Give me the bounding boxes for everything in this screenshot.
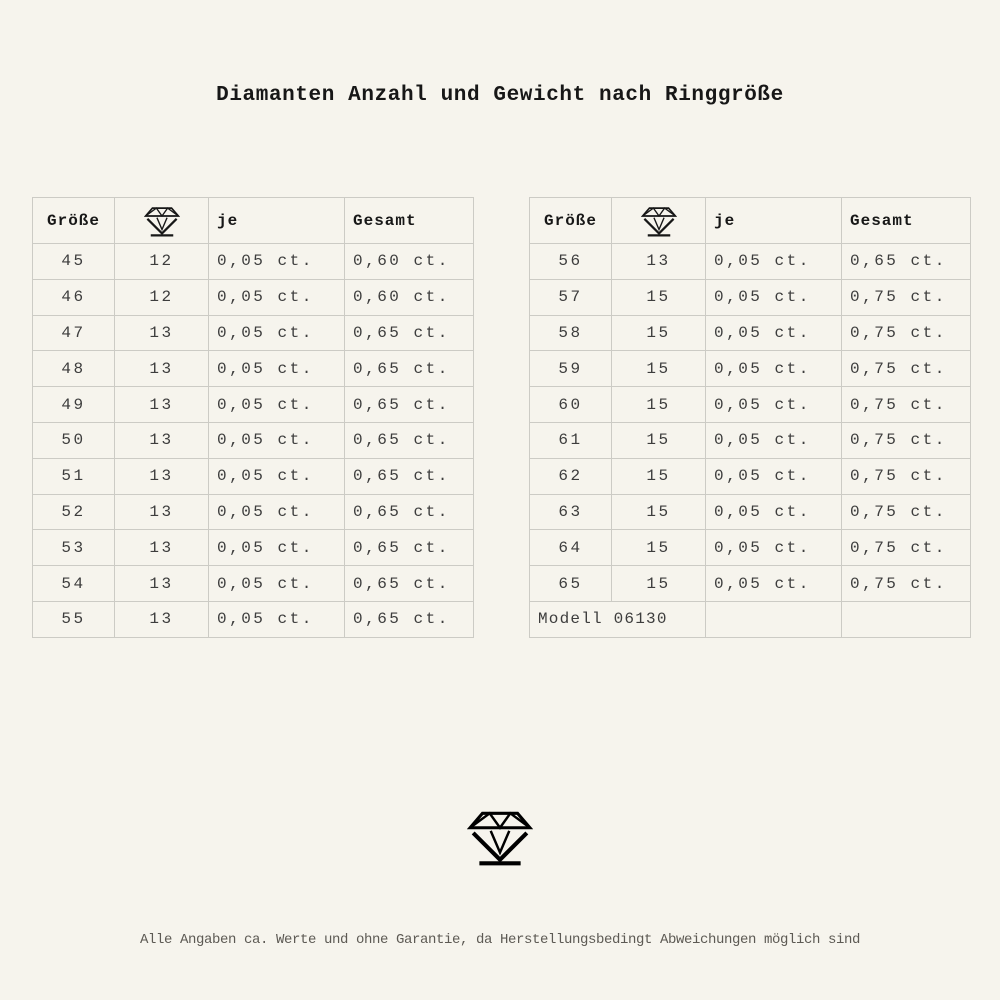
size-column-header: Größe [530,198,612,244]
total-cell: 0,75 ct. [842,351,971,387]
count-column-header [115,198,209,244]
diamond-icon [144,204,180,237]
each-cell: 0,05 ct. [209,530,345,566]
size-cell: 64 [530,530,612,566]
each-cell: 0,05 ct. [209,422,345,458]
each-cell: 0,05 ct. [209,244,345,280]
size-cell: 46 [33,279,115,315]
size-cell: 49 [33,387,115,423]
size-cell: 53 [33,530,115,566]
table-row [33,458,474,494]
count-cell: 13 [115,566,209,602]
each-cell: 0,05 ct. [706,458,842,494]
total-cell: 0,60 ct. [345,244,474,280]
size-cell: 51 [33,458,115,494]
count-cell: 15 [612,530,706,566]
table-row [530,494,971,530]
count-cell: 13 [115,494,209,530]
total-column-header: Gesamt [345,198,474,244]
diamond-icon [641,204,677,237]
each-cell: 0,05 ct. [706,279,842,315]
each-cell: 0,05 ct. [209,494,345,530]
count-cell: 12 [115,244,209,280]
table-row [33,601,474,637]
count-cell: 12 [115,279,209,315]
diamond-logo [467,806,533,866]
total-cell: 0,75 ct. [842,566,971,602]
table-row [33,351,474,387]
table-row [530,530,971,566]
each-cell: 0,05 ct. [209,458,345,494]
each-cell: 0,05 ct. [706,530,842,566]
count-cell: 15 [612,279,706,315]
total-cell: 0,60 ct. [345,279,474,315]
table-row [530,279,971,315]
table-row [33,315,474,351]
size-cell: 48 [33,351,115,387]
each-cell: 0,05 ct. [209,387,345,423]
each-cell: 0,05 ct. [706,351,842,387]
size-cell: 54 [33,566,115,602]
total-cell: 0,65 ct. [345,422,474,458]
count-cell: 13 [115,422,209,458]
total-cell: 0,65 ct. [345,315,474,351]
table-footer-right [530,601,971,637]
each-column-header: je [209,198,345,244]
header-row [33,198,474,244]
table-row [33,279,474,315]
each-cell: 0,05 ct. [209,601,345,637]
count-cell: 13 [115,458,209,494]
total-cell: 0,65 ct. [345,601,474,637]
total-cell: 0,75 ct. [842,387,971,423]
header-row [530,198,971,244]
count-cell: 13 [115,601,209,637]
size-cell: 52 [33,494,115,530]
ring-size-table-left [32,197,474,638]
each-cell: 0,05 ct. [706,315,842,351]
table-row [530,351,971,387]
table-row [530,387,971,423]
size-cell: 65 [530,566,612,602]
table-row [530,458,971,494]
total-cell: 0,65 ct. [345,530,474,566]
size-cell: 47 [33,315,115,351]
logo-container [467,806,533,866]
total-cell: 0,65 ct. [842,244,971,280]
size-cell: 60 [530,387,612,423]
each-cell: 0,05 ct. [209,566,345,602]
count-cell: 13 [115,351,209,387]
table-row [530,244,971,280]
count-cell: 15 [612,315,706,351]
each-cell: 0,05 ct. [209,351,345,387]
table-row [33,530,474,566]
count-column-header [612,198,706,244]
total-cell: 0,65 ct. [345,566,474,602]
table-row [33,494,474,530]
each-column-header: je [706,198,842,244]
total-cell: 0,65 ct. [345,351,474,387]
size-cell: 50 [33,422,115,458]
total-cell: 0,75 ct. [842,530,971,566]
size-cell: 58 [530,315,612,351]
table-row [530,566,971,602]
count-cell: 13 [115,315,209,351]
size-cell: 62 [530,458,612,494]
each-cell: 0,05 ct. [209,279,345,315]
empty-cell [842,601,971,637]
table-row [33,244,474,280]
total-cell: 0,65 ct. [345,494,474,530]
table-row [530,315,971,351]
count-cell: 15 [612,566,706,602]
empty-cell [706,601,842,637]
page-title: Diamanten Anzahl und Gewicht nach Ringgröße [216,84,784,107]
size-cell: 63 [530,494,612,530]
count-cell: 13 [612,244,706,280]
size-cell: 59 [530,351,612,387]
model-number-cell: Modell 06130 [530,601,706,637]
count-cell: 15 [612,351,706,387]
total-column-header: Gesamt [842,198,971,244]
table-row [530,422,971,458]
table-row [33,422,474,458]
size-cell: 57 [530,279,612,315]
each-cell: 0,05 ct. [706,387,842,423]
size-column-header: Größe [33,198,115,244]
count-cell: 15 [612,422,706,458]
total-cell: 0,75 ct. [842,422,971,458]
total-cell: 0,75 ct. [842,458,971,494]
size-cell: 61 [530,422,612,458]
each-cell: 0,05 ct. [706,494,842,530]
count-cell: 13 [115,387,209,423]
total-cell: 0,65 ct. [345,387,474,423]
table-body-right [530,244,971,602]
ring-size-table-right [529,197,971,638]
each-cell: 0,05 ct. [706,422,842,458]
each-cell: 0,05 ct. [706,244,842,280]
model-row [530,601,971,637]
table-header-right [530,198,971,244]
size-cell: 55 [33,601,115,637]
count-cell: 15 [612,387,706,423]
total-cell: 0,75 ct. [842,279,971,315]
table-header-left [33,198,474,244]
each-cell: 0,05 ct. [706,566,842,602]
count-cell: 15 [612,458,706,494]
table-body-left [33,244,474,638]
total-cell: 0,75 ct. [842,315,971,351]
table-row [33,566,474,602]
total-cell: 0,75 ct. [842,494,971,530]
size-cell: 45 [33,244,115,280]
count-cell: 15 [612,494,706,530]
total-cell: 0,65 ct. [345,458,474,494]
each-cell: 0,05 ct. [209,315,345,351]
size-cell: 56 [530,244,612,280]
table-row [33,387,474,423]
disclaimer-text: Alle Angaben ca. Werte und ohne Garantie, da Herstellungsbedingt Abweichungen möglich sind [139,932,861,948]
count-cell: 13 [115,530,209,566]
